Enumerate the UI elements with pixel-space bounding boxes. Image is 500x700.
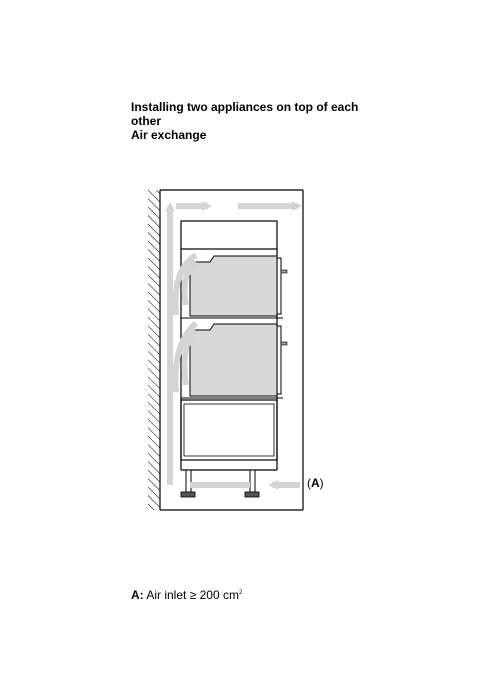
heading-line-1: Installing two appliances on top of each bbox=[131, 100, 359, 114]
heading-line-3: Air exchange bbox=[131, 128, 207, 142]
legend-text: Air inlet ≥ 200 cm bbox=[146, 588, 239, 602]
legend-key: A: bbox=[131, 588, 144, 602]
wall-hatching bbox=[148, 190, 160, 510]
lower-appliance bbox=[181, 324, 287, 398]
legend bbox=[131, 586, 242, 602]
callout-letter: A bbox=[311, 476, 320, 490]
heading-line-2: other bbox=[131, 114, 161, 128]
upper-appliance bbox=[181, 256, 287, 318]
callout-a: (A) bbox=[307, 476, 324, 490]
legend-exponent: 2 bbox=[238, 590, 243, 596]
